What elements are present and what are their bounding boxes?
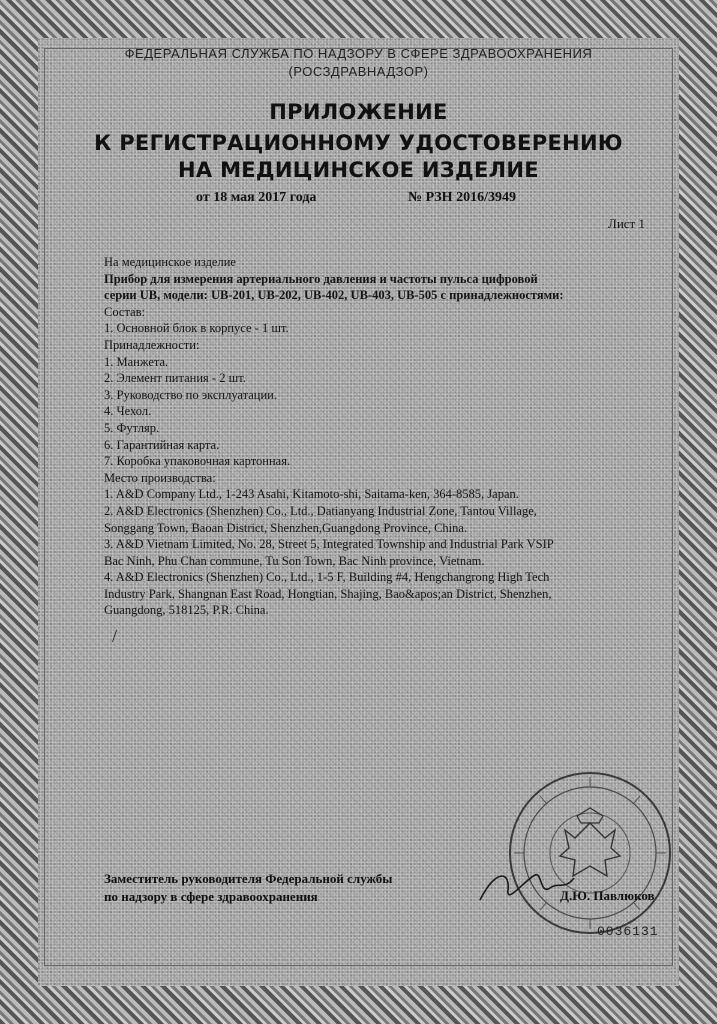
signatory-position-line2: по надзору в сфере здравоохранения — [104, 889, 318, 904]
body-line: Bac Ninh, Phu Chan commune, Tu Son Town, Bac Ninh province, Vietnam. — [104, 553, 485, 568]
document-date: от 18 мая 2017 года — [196, 190, 317, 205]
body-line: Прибор для измерения артериального давления и частоты пульса цифровой — [104, 271, 538, 286]
signatory-position-line1: Заместитель руководителя Федеральной службы — [104, 871, 393, 886]
sheet-number: Лист 1 — [608, 216, 645, 231]
document-title-line2: К РЕГИСТРАЦИОННОМУ УДОСТОВЕРЕНИЮ — [94, 131, 623, 155]
form-serial-number: 0036131 — [597, 924, 659, 939]
body-line: Состав: — [104, 304, 145, 319]
body-line: 2. Элемент питания - 2 шт. — [104, 371, 246, 386]
agency-abbreviation: (РОСЗДРАВНАДЗОР) — [288, 64, 429, 79]
agency-name: ФЕДЕРАЛЬНАЯ СЛУЖБА ПО НАДЗОРУ В СФЕРЕ ЗДРАВООХРАНЕНИЯ — [124, 46, 593, 61]
body-line: Место производства: — [104, 470, 216, 485]
body-line: 3. A&D Vietnam Limited, No. 28, Street 5, Integrated Township and Industrial Park VSIP — [104, 537, 554, 552]
body-line: 2. A&D Electronics (Shenzhen) Co., Ltd., Datianyang Industrial Zone, Tantou Village, — [104, 503, 537, 518]
body-line: Industry Park, Shangnan East Road, Hongtian, Shajing, Bao&apos;an District, Shenzhen, — [104, 586, 552, 601]
document-title-line1: ПРИЛОЖЕНИЕ — [269, 100, 448, 124]
official-seal-stamp — [505, 768, 675, 938]
body-line: Guangdong, 518125, P.R. China. — [104, 603, 269, 618]
body-line: 4. A&D Electronics (Shenzhen) Co., Ltd., 1-5 F, Building #4, Hengchangrong High Tech — [104, 570, 550, 585]
document-title-line3: НА МЕДИЦИНСКОЕ ИЗДЕЛИЕ — [178, 158, 539, 182]
body-line: 1. Манжета. — [104, 354, 169, 369]
body-line: 6. Гарантийная карта. — [104, 437, 220, 452]
body-line: 5. Футляр. — [104, 420, 160, 435]
signatory-position — [104, 870, 392, 906]
body-line: серии UB, модели: UB-201, UB-202, UB-402, UB-403, UB-505 с принадлежностями: — [104, 288, 564, 303]
body-line: Принадлежности: — [104, 337, 200, 352]
body-line: 1. A&D Company Ltd., 1-243 Asahi, Kitamoto-shi, Saitama-ken, 364-8585, Japan. — [104, 487, 519, 502]
body-line: 4. Чехол. — [104, 404, 152, 419]
body-line: 3. Руководство по эксплуатации. — [104, 387, 277, 402]
body-line: 1. Основной блок в корпусе - 1 шт. — [104, 321, 289, 336]
end-mark: / — [112, 626, 118, 646]
signatory-name: Д.Ю. Павлюков — [560, 888, 655, 903]
registration-number: № РЗН 2016/3949 — [408, 190, 516, 205]
body-line: Songgang Town, Baoan District, Shenzhen,Guangdong Province, China. — [104, 520, 468, 535]
document-body — [104, 254, 664, 619]
body-line: На медицинское изделие — [104, 255, 236, 269]
body-line: 7. Коробка упаковочная картонная. — [104, 454, 291, 469]
